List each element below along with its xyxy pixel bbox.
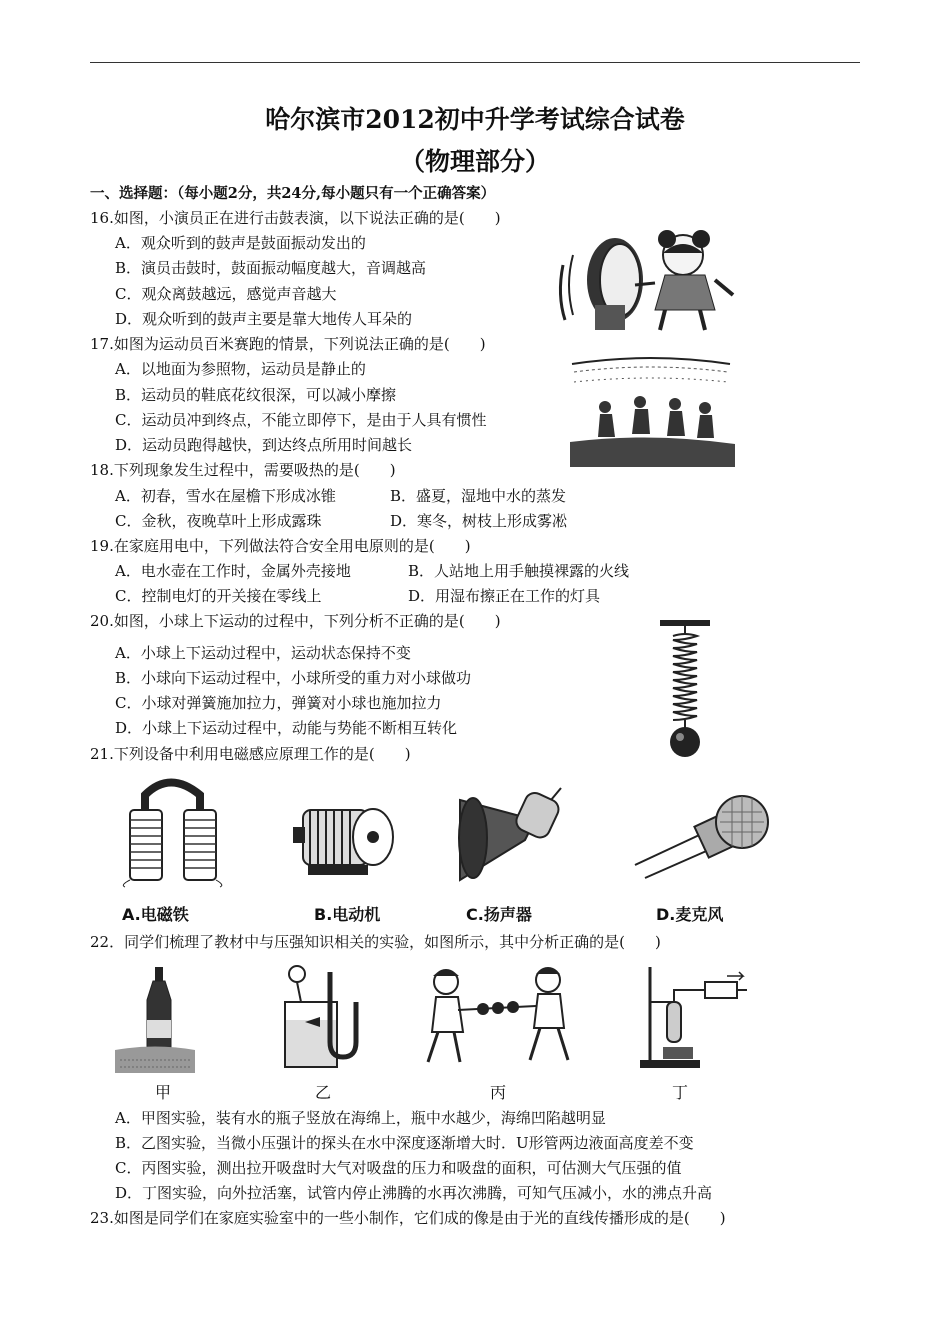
q22-caption-jia: 甲 — [155, 1083, 172, 1102]
q17-option-c: C．运动员冲到终点，不能立即停下，是由于人具有惯性 — [115, 411, 487, 429]
q16-option-b: B．演员击鼓时，鼓面振动幅度越大，音调越高 — [115, 259, 427, 277]
q22-option-b: B．乙图实验，当微小压强计的探头在水中深度逐渐增大时．U形管两边液面高度差不变 — [115, 1134, 694, 1152]
boiling-syringe-figure — [635, 962, 750, 1072]
q22-option-c: C．丙图实验，测出拉开吸盘时大气对吸盘的压力和吸盘的面积，可估测大气压强的值 — [115, 1159, 682, 1177]
electric-motor-figure — [288, 795, 398, 885]
header-rule — [90, 62, 860, 63]
q19-option-d: D．用湿布擦正在工作的灯具 — [408, 587, 601, 605]
q20-option-c: C．小球对弹簧施加拉力，弹簧对小球也施加拉力 — [115, 694, 442, 712]
q22-caption-ding: 丁 — [672, 1083, 689, 1102]
q20-option-d: D．小球上下运动过程中，动能与势能不断相互转化 — [115, 719, 458, 737]
section-heading: 一、选择题：（每小题2分，共24分,每小题只有一个正确答案） — [90, 185, 496, 202]
q23-stem: 23.如图是同学们在家庭实验室中的一些小制作，它们成的像是由于光的直线传播形成的是( ) — [90, 1209, 726, 1227]
q18-option-b: B．盛夏，湿地中水的蒸发 — [390, 487, 567, 505]
q22-stem: 22．同学们梳理了教材中与压强知识相关的实验，如图所示，其中分析正确的是( ) — [90, 933, 661, 951]
q22-caption-yi: 乙 — [315, 1083, 332, 1102]
q21-stem: 21.下列设备中利用电磁感应原理工作的是( ) — [90, 745, 411, 763]
page-title: 哈尔滨市2012初中升学考试综合试卷 — [265, 105, 685, 134]
q19-stem: 19.在家庭用电中，下列做法符合安全用电原则的是( ) — [90, 537, 471, 555]
q19-option-c: C．控制电灯的开关接在零线上 — [115, 587, 322, 605]
microphone-figure — [630, 790, 770, 885]
q22-option-a: A．甲图实验，装有水的瓶子竖放在海绵上，瓶中水越少，海绵凹陷越明显 — [115, 1109, 606, 1127]
q17-stem: 17.如图为运动员百米赛跑的情景，下列说法正确的是( ) — [90, 335, 486, 353]
sprinters-figure — [570, 352, 735, 467]
q16-option-c: C．观众离鼓越远，感觉声音越大 — [115, 285, 337, 303]
q18-option-c: C．金秋，夜晚草叶上形成露珠 — [115, 512, 322, 530]
q18-option-d: D．寒冬，树枝上形成雾凇 — [390, 512, 568, 530]
q21-caption-a: A.电磁铁 — [122, 905, 189, 924]
q19-option-b: B．人站地上用手触摸裸露的火线 — [408, 562, 630, 580]
suction-cups-kids-figure — [418, 962, 583, 1072]
q20-option-b: B．小球向下运动过程中，小球所受的重力对小球做功 — [115, 669, 472, 687]
bottle-sponge-figure — [115, 965, 195, 1075]
q18-option-a: A．初春，雪水在屋檐下形成冰锥 — [115, 487, 336, 505]
q16-stem: 16.如图，小演员正在进行击鼓表演，以下说法正确的是( ) — [90, 209, 501, 227]
q21-caption-b: B.电动机 — [314, 905, 381, 924]
q17-option-b: B．运动员的鞋底花纹很深，可以减小摩擦 — [115, 386, 397, 404]
q20-stem: 20.如图，小球上下运动的过程中，下列分析不正确的是( ) — [90, 612, 501, 630]
drum-performer-figure — [555, 225, 735, 335]
q17-option-a: A．以地面为参照物，运动员是静止的 — [115, 360, 366, 378]
q17-option-d: D．运动员跑得越快，到达终点所用时间越长 — [115, 436, 413, 454]
page-subtitle: （物理部分） — [399, 147, 550, 176]
q20-option-a: A．小球上下运动过程中，运动状态保持不变 — [115, 644, 411, 662]
q16-option-d: D．观众听到的鼓声主要是靠大地传人耳朵的 — [115, 310, 413, 328]
q18-stem: 18.下列现象发生过程中，需要吸热的是( ) — [90, 461, 396, 479]
pressure-gauge-figure — [275, 962, 370, 1077]
q21-caption-d: D.麦克风 — [656, 905, 724, 924]
q21-caption-c: C.扬声器 — [466, 905, 532, 924]
q19-option-a: A．电水壶在工作时，金属外壳接地 — [115, 562, 351, 580]
loudspeaker-figure — [455, 780, 565, 885]
q16-option-a: A．观众听到的鼓声是鼓面振动发出的 — [115, 234, 366, 252]
q22-caption-bing: 丙 — [490, 1083, 507, 1102]
electromagnet-figure — [120, 775, 225, 890]
q22-option-d: D．丁图实验，向外拉活塞，试管内停止沸腾的水再次沸腾，可知气压减小，水的沸点升高 — [115, 1184, 713, 1202]
spring-ball-figure — [655, 620, 715, 760]
